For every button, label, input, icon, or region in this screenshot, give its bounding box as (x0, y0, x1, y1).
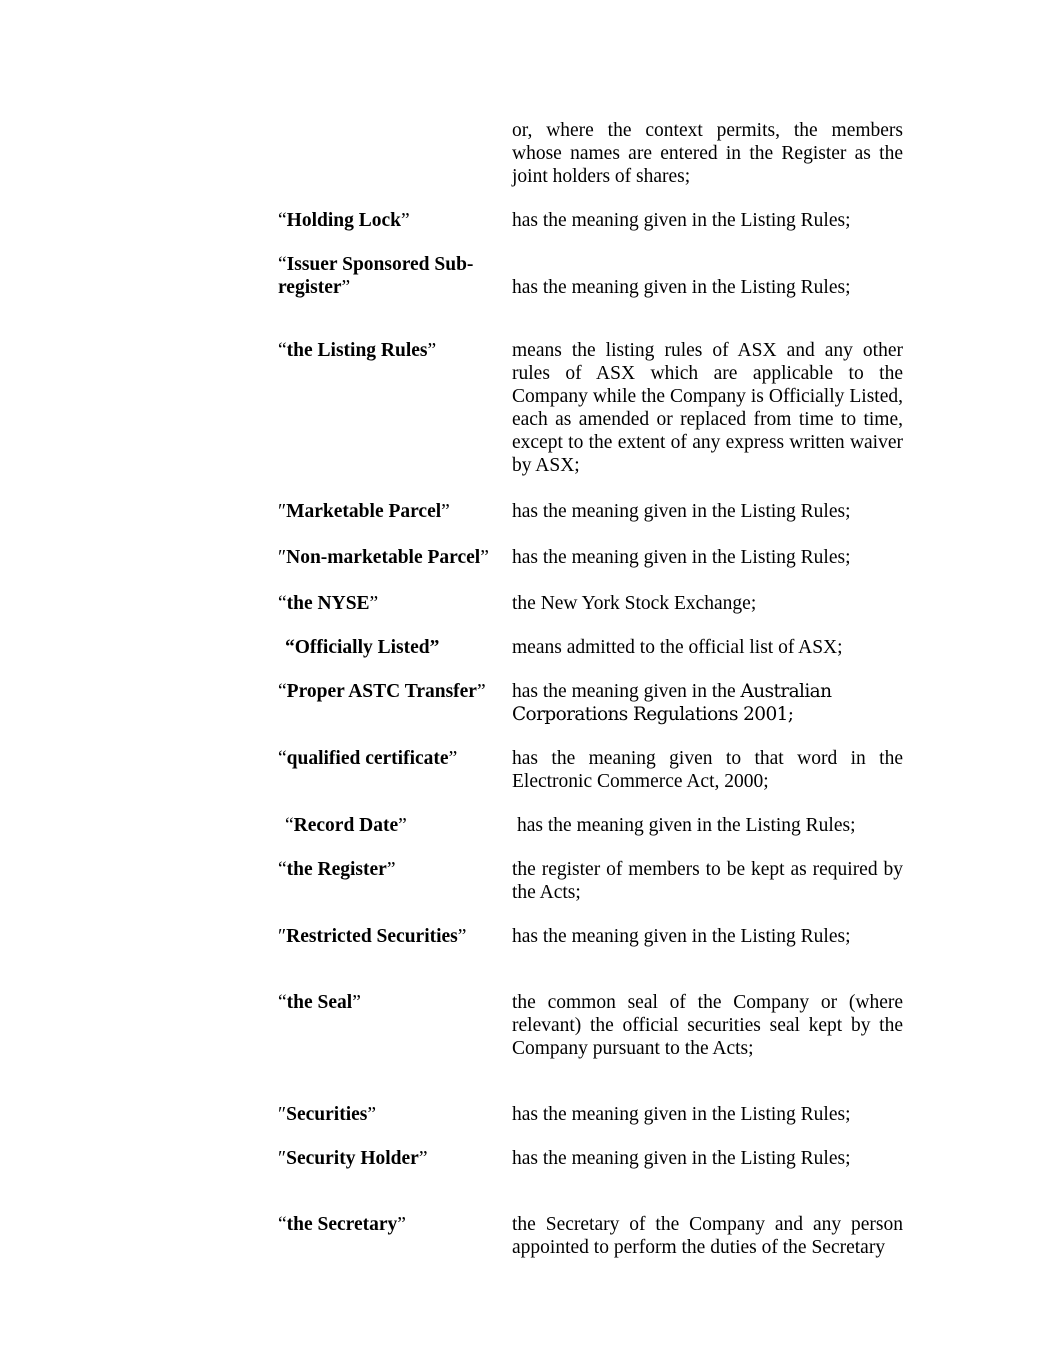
term-text: Proper ASTC Transfer (286, 681, 477, 702)
close-quote: ” (398, 815, 407, 836)
term-text: Record Date (293, 815, 399, 836)
definition-row-the-seal (278, 991, 903, 1060)
term-marketable-parcel (278, 500, 512, 523)
open-quote: “ (278, 254, 287, 275)
term-text: the NYSE (286, 593, 370, 614)
close-quote: ” (397, 1214, 406, 1235)
definition-row-qualified-certificate (278, 747, 903, 793)
open-quote: “ (285, 637, 295, 658)
definition-row-proper-astc-transfer (278, 680, 903, 726)
definition-row-the-nyse (278, 592, 903, 615)
term-text: Officially Listed (294, 637, 430, 658)
term-restricted-securities (278, 925, 512, 948)
definition-text: the Secretary of the Company and any person appointed to perform the duties of the Secretary (512, 1214, 903, 1258)
definition-text (512, 680, 903, 726)
close-quote: ” (341, 277, 351, 298)
term-security-holder (278, 1147, 512, 1170)
definition-row-the-register (278, 858, 903, 904)
close-quote: ” (429, 637, 440, 658)
definition-text: has the meaning given in the Listing Rules; (512, 210, 851, 231)
definition-act-name: Australian Corporations Regulations 2001; (512, 681, 832, 725)
open-quote: “ (278, 340, 287, 361)
definition-row-issuer-sponsored-sub-register (278, 253, 903, 299)
term-record-date (278, 814, 512, 837)
term-text: Holding Lock (286, 210, 401, 231)
definition-text: means admitted to the official list of ASX; (512, 637, 843, 658)
term-text: the Listing Rules (286, 340, 428, 361)
definition-text-continuation: or, where the context permits, the members whose names are entered in the Register as the joint holders of shares; (512, 120, 903, 187)
term-issuer-sponsored-sub-register (278, 253, 512, 299)
definition-text: has the meaning given to that word in the Electronic Commerce Act, 2000; (512, 748, 903, 792)
definition-lead: has the meaning given in the (512, 681, 741, 702)
close-quote: ” (367, 1104, 377, 1125)
definition-text: has the meaning given in the Listing Rules; (512, 277, 851, 298)
term-text: the Seal (286, 992, 353, 1013)
term-the-listing-rules (278, 339, 512, 477)
term-text: the Secretary (286, 1214, 398, 1235)
term-text: Securities (286, 1104, 368, 1125)
open-quote: “ (278, 210, 287, 231)
term-text: Security Holder (286, 1148, 419, 1169)
term-text: Non-marketable Parcel (286, 547, 481, 568)
open-quote: ″ (278, 1104, 287, 1125)
open-quote: “ (285, 815, 294, 836)
close-quote: ” (448, 748, 458, 769)
open-quote: ″ (278, 926, 287, 947)
term-the-secretary (278, 1213, 512, 1259)
term-text: Restricted Securities (286, 926, 458, 947)
definition-text: the common seal of the Company or (where relevant) the official securities seal kept by the Company pursuant to the Acts; (512, 992, 903, 1059)
open-quote: “ (278, 992, 287, 1013)
term-the-register (278, 858, 512, 904)
close-quote: ” (418, 1148, 428, 1169)
definition-row-holding-lock (278, 209, 903, 232)
term-text: the Register (286, 859, 387, 880)
term-officially-listed (278, 636, 512, 659)
definition-row-the-listing-rules (278, 339, 903, 477)
definition-row-record-date (278, 814, 903, 837)
definition-text: has the meaning given in the Listing Rules; (512, 547, 851, 568)
definition-row-marketable-parcel (278, 500, 903, 523)
term-text: qualified certificate (286, 748, 449, 769)
definition-text: has the meaning given in the Listing Rules; (512, 501, 851, 522)
close-quote: ” (400, 210, 410, 231)
close-quote: ” (441, 501, 450, 522)
definition-text: has the meaning given in the Listing Rules; (517, 815, 856, 836)
open-quote: ″ (278, 501, 287, 522)
close-quote: ” (352, 992, 361, 1013)
definition-row-officially-listed (278, 636, 903, 659)
close-quote: ” (427, 340, 437, 361)
close-quote: ” (476, 681, 486, 702)
open-quote: “ (278, 859, 287, 880)
close-quote: ” (457, 926, 467, 947)
definition-row-security-holder (278, 1147, 903, 1170)
definition-row-non-marketable-parcel (278, 546, 903, 569)
definition-row-continuation (278, 119, 903, 188)
definition-row-the-secretary (278, 1213, 903, 1259)
definition-text: has the meaning given in the Listing Rules; (512, 1148, 851, 1169)
term-proper-astc-transfer (278, 680, 512, 726)
term-text: Marketable Parcel (286, 501, 442, 522)
open-quote: ″ (278, 547, 287, 568)
close-quote: ” (369, 593, 379, 614)
term-the-seal (278, 991, 512, 1060)
definition-text: has the meaning given in the Listing Rules; (512, 1104, 851, 1125)
term-holding-lock (278, 209, 512, 232)
open-quote: “ (278, 748, 287, 769)
definition-text: has the meaning given in the Listing Rules; (512, 926, 851, 947)
definition-text: the register of members to be kept as required by the Acts; (512, 859, 903, 903)
definition-row-securities (278, 1103, 903, 1126)
definition-row-restricted-securities (278, 925, 903, 948)
definition-text: means the listing rules of ASX and any other rules of ASX which are applicable to the Company while the Company is Officially Listed, each as amended or replaced from time to time, except to the extent of any express written waiver by ASX; (512, 340, 903, 476)
term-the-nyse (278, 592, 512, 615)
term-qualified-certificate (278, 747, 512, 793)
open-quote: ″ (278, 1148, 287, 1169)
close-quote: ” (480, 547, 489, 568)
term-non-marketable-parcel (278, 546, 512, 569)
definition-text: the New York Stock Exchange; (512, 593, 757, 614)
open-quote: “ (278, 593, 287, 614)
close-quote: ” (386, 859, 396, 880)
term-securities (278, 1103, 512, 1126)
term-text: Issuer Sponsored Sub-register (278, 254, 474, 298)
open-quote: “ (278, 681, 287, 702)
open-quote: “ (278, 1214, 287, 1235)
term-spacer (278, 119, 512, 188)
